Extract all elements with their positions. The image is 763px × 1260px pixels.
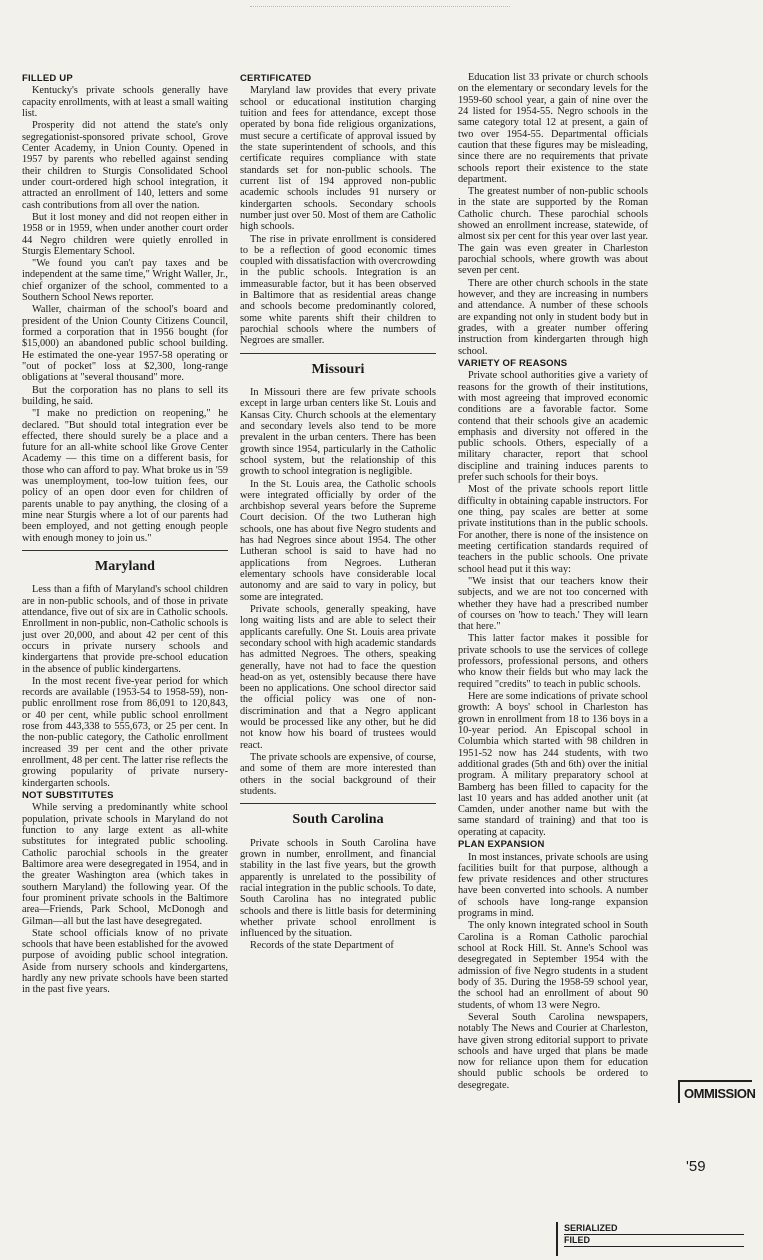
top-dotted-rule bbox=[250, 6, 510, 7]
section-heading-missouri: Missouri bbox=[311, 361, 365, 377]
subhead-not-substitutes: NOT SUBSTITUTES bbox=[22, 789, 114, 801]
paragraph: Private school authorities give a variety of reasons for the growth of their institutions, with most agreeing that improved economic conditions are a favorable factor. Some contend that their schools give an academic emphasis and diversity not offered in the public schools. Others, especially of a military character, report that school discipline and training induces parents to prefer such schools for their boys. bbox=[458, 370, 648, 484]
commission-stamp: OMMISSION bbox=[678, 1080, 752, 1103]
column-2 bbox=[240, 72, 436, 953]
paragraph: Here are some indications of private school growth: A boys' school in Charleston has grown in enrollment from 18 to 136 boys in a 10-year period. An Episcopal school in Columbia which started with 98 children in 1951-52 now has 244 students, with two additional grades (5th and 6th) over the initial program. A military preparatory school at Bamberg has been filled to capacity for the last 10 years and has added another unit (at Camden, under another name but with the same standard of training) and that too is operating at capacity. bbox=[458, 691, 648, 838]
paragraph: Most of the private schools report little difficulty in obtaining capable instructors. For one thing, pay scales are better at some private institutions than in the public schools. For another, there is none of the insistence on meeting certification standards required of teachers in the public schools. One private school head put it this way: bbox=[458, 484, 648, 575]
paragraph: This latter factor makes it possible for private schools to use the services of college professors, professional persons, and others who know their fields but who may lack the required "credits" to teach in public schools. bbox=[458, 633, 648, 690]
paragraph: The only known integrated school in South Carolina is a Roman Catholic parochial school at Rock Hill. St. Anne's School was desegregated in September 1954 with the admission of five Negro students in a student body of 35. During the 1958-59 school year, the school had an enrollment of about 90 students, of whom 13 were Negro. bbox=[458, 920, 648, 1011]
stamp-rule bbox=[564, 1234, 744, 1235]
subhead-variety-of-reasons: VARIETY OF REASONS bbox=[458, 357, 568, 369]
paragraph: Maryland law provides that every private school or educational institution charging tuition and fees for attendance, except those operated by bona fide religious organizations, must secure a certificate of approval issued by the state superintendent of schools, and this certificate requires compliance with state standards set for non-public schools. The current list of 194 approved non-public academic schools includes 91 nursery or kindergarten schools. Secondary schools number just over 50. Most of them are Catholic high schools. bbox=[240, 85, 436, 233]
subhead-filled-up: FILLED UP bbox=[22, 73, 73, 84]
paragraph: "We found you can't pay taxes and be independent at the same time," Wright Waller, Jr., chief organizer of the school, commented to a Southern School News reporter. bbox=[22, 258, 228, 304]
paragraph: But it lost money and did not reopen either in 1958 or in 1959, when under another court order 44 Negro children were quietly enrolled in Sturgis Elementary School. bbox=[22, 211, 228, 257]
column-3 bbox=[458, 72, 648, 1092]
paragraph: Private schools, generally speaking, have long waiting lists and are able to select their applicants carefully. One St. Louis area private secondary school with high academic standards has admitted Negroes. The others, speaking generally, have not had to face the question head-on as yet, ostensibly because there have been no applications. One school director said the official policy was one of non-discrimination and that a Negro applicant would be processed like any other, but he did not know how his board of trustees would react. bbox=[240, 603, 436, 751]
serialized-filed-stamp bbox=[556, 1222, 748, 1256]
paragraph: Education list 33 private or church schools on the elementary or secondary levels for the 1959-60 school year, a gain of nine over the 24 listed for 1954-55. Negro schools in the same category total 12 at present, a gain of two over 1954-55. Departmental officials caution that these figures may be misleading, since there are no requirements that private schools report their existence to the state department. bbox=[458, 72, 648, 185]
section-heading-maryland: Maryland bbox=[95, 558, 155, 574]
paragraph: "I make no prediction on reopening," he declared. "But should total integration ever be effected, there should surely be a place and a future for an all-white school like Grove Center Academy — this time on a different basis, for those who can afford to pay. What broke us in '59 was unemployment, too-low tuition fees, our policy of an open door even for children of parents unable to pay anything, the closing of a mine near Sturgis where a lot of our parents had been employed, and not getting enough people with enough money to join us." bbox=[22, 408, 228, 544]
paragraph: In the St. Louis area, the Catholic schools were integrated officially by order of the archbishop several years before the Supreme Court decision. Of the two Lutheran high schools, one has about five Negro students and has had Negroes since about 1954. The other Lutheran school is said to have had no applications from Negroes. Lutheran elementary schools have considerable local autonomy and are said to vary in policy, but some are integrated. bbox=[240, 478, 436, 603]
section-divider bbox=[240, 803, 436, 804]
paragraph: While serving a predominantly white school population, private schools in Maryland do not function to any large extent as all-white substitutes for integrated public schooling. Catholic parochial schools in the greater Baltimore area were desegregated in 1954, and in the greater Washington area (which takes in southern Maryland) the following year. Of the four prominent private schools in the Baltimore area—Friends, Park School, McDonogh and Gilman—all but the last have desegregated. bbox=[22, 802, 228, 927]
stamp-rule bbox=[564, 1246, 744, 1247]
section-divider bbox=[240, 353, 436, 354]
paragraph: In Missouri there are few private schools except in large urban centers like St. Louis and Kansas City. Church schools at the elementary and secondary levels also tend to be more prevalent in the urban centers. There has been growth since 1954, particularly in the Catholic school system, but the relationship of this growth to school integration is negligible. bbox=[240, 387, 436, 478]
paragraph: Private schools in South Carolina have grown in number, enrollment, and financial stability in the last five years, but the growth apparently is unrelated to the possibility of racial integration in the public schools. To date, South Carolina has no integrated public schools and there is little basis for determining whether private school enrollment is influenced by the situation. bbox=[240, 837, 436, 940]
paragraph: There are other church schools in the state however, and they are increasing in numbers and attendance. A number of these schools are expanding not only in student body but in grades, with a greater number offering instruction from kindergarten through high school. bbox=[458, 277, 648, 357]
paragraph: Less than a fifth of Maryland's school children are in non-public schools, and of those in private attendance, five out of six are in Catholic schools. Enrollment in non-public, non-Catholic schools is just over 20,000, and about 42 per cent of this occurs in private nursery schools and kindergartens that provide pre-school education in the absence of public kindergartens. bbox=[22, 584, 228, 675]
paragraph: But the corporation has no plans to sell its building, he said. bbox=[22, 384, 228, 407]
paragraph: Kentucky's private schools generally have capacity enrollments, with at least a small waiting list. bbox=[22, 85, 228, 120]
subhead-certificated: CERTIFICATED bbox=[240, 73, 312, 84]
paragraph: Prosperity did not attend the state's only segregationist-sponsored private school, Grove Center Academy, in Union County. Opened in 1957 by parents who rebelled against sending their children to Sturgis Consolidated School under court-ordered high school integration, it attracted an enrollment of 140, letters and some cash contributions from all over the nation. bbox=[22, 120, 228, 211]
subhead-plan-expansion: PLAN EXPANSION bbox=[458, 839, 545, 851]
year-stamp: '59 bbox=[686, 1158, 706, 1175]
paragraph: Records of the state Department of bbox=[250, 940, 394, 952]
paragraph: The greatest number of non-public schools in the state are supported by the Roman Catholic church. These parochial schools showed an enrollment increase, statewide, of almost six per cent for this year over last year. The gain was even greater in Charleston parochial schools, where growth was about seven per cent. bbox=[458, 186, 648, 277]
serialized-label: SERIALIZED bbox=[564, 1223, 618, 1233]
paragraph: The rise in private enrollment is considered to be a reflection of good economic times coupled with dissatisfaction with overcrowding in the public schools. Integration is an immeasurable factor, but it has been observed in Baltimore that as residential areas change and schools become predominantly colored, some white parents shift their children to parochial schools where the numbers of Negroes are smaller. bbox=[240, 233, 436, 347]
paragraph: In most instances, private schools are using facilities built for that purpose, although a few private residences and other structures have been converted into schools. A number of schools have long-range expansion programs in mind. bbox=[458, 851, 648, 920]
paragraph: Several South Carolina newspapers, notably The News and Courier at Charleston, have given strong editorial support to private schools and have urged that plans be made now for reliance upon them for education should public schools be ordered to desegregate. bbox=[458, 1011, 648, 1091]
paragraph: In the most recent five-year period for which records are available (1953-54 to 1958-59), non-public enrollment rose from 86,091 to 120,843, or 40 per cent, while public school enrollment rose from 443,338 to 555,673, or 25 per cent. In the non-public category, the Catholic enrollment increased 39 per cent and the other private enrollment, 48 per cent. The latter rise reflects the growing popularity of private nursery-kindergarten schools. bbox=[22, 675, 228, 789]
section-divider bbox=[22, 550, 228, 551]
paragraph: The private schools are expensive, of course, and some of them are more interested than others in the social background of their students. bbox=[240, 752, 436, 797]
paragraph: State school officials know of no private schools that have been established for the avowed purpose of avoiding public school integration. Aside from nursery schools and kindergartens, hardly any new private schools have been started in the past five years. bbox=[22, 927, 228, 996]
paragraph: "We insist that our teachers know their subjects, and we are not too concerned with whether they have had a prescribed number of courses on 'how to teach.' They will learn that here." bbox=[458, 575, 648, 633]
section-heading-south-carolina: South Carolina bbox=[292, 812, 384, 828]
paragraph: Waller, chairman of the school's board and president of the Union County Citizens Council, formed a corporation that in 1956 bought (for $15,000) an abandoned public school building. He estimated the one-year 1957-58 operating or "out of pocket" loss at $2,300, long-range obligations at "several thousand" more. bbox=[22, 304, 228, 384]
filed-label: FILED bbox=[564, 1235, 590, 1245]
column-1 bbox=[22, 72, 228, 997]
